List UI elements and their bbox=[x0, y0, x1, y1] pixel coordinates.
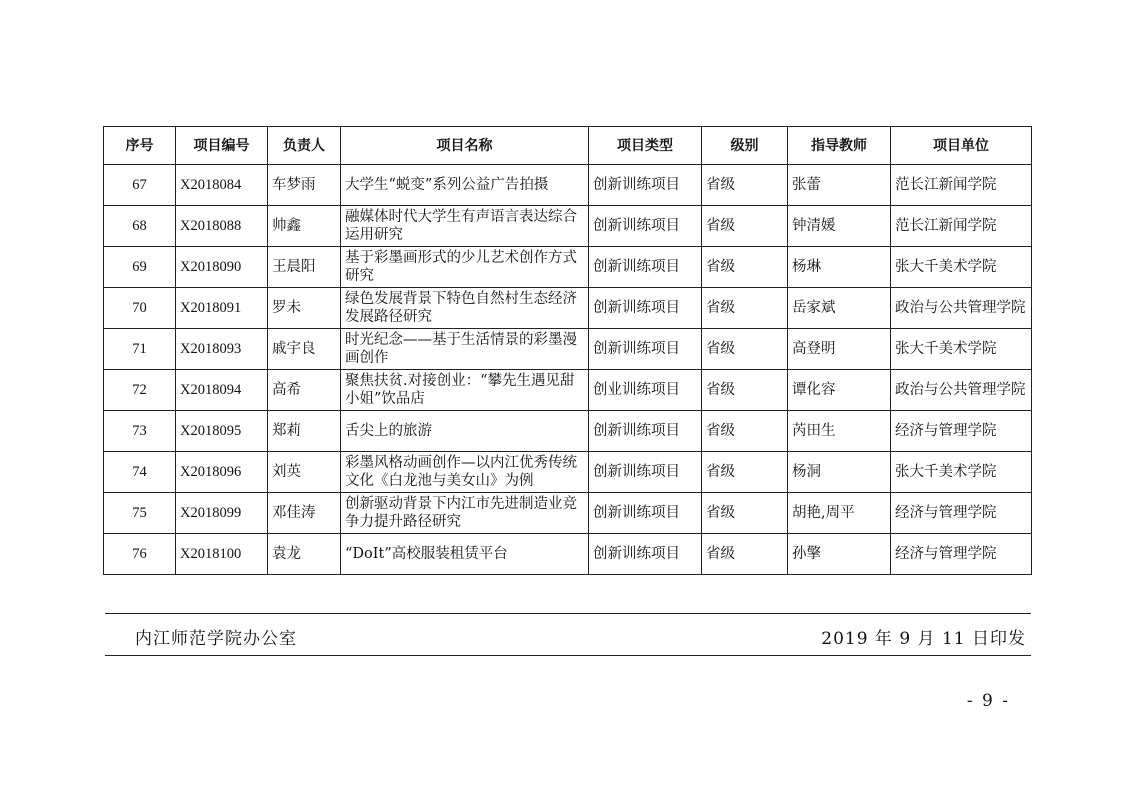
cell-advisor: 胡艳,周平 bbox=[788, 493, 891, 534]
cell-code: X2018084 bbox=[176, 165, 268, 206]
cell-advisor: 杨洞 bbox=[788, 452, 891, 493]
cell-no: 76 bbox=[104, 534, 176, 575]
page-number: - 9 - bbox=[966, 691, 1010, 711]
cell-code: X2018094 bbox=[176, 370, 268, 411]
cell-no: 69 bbox=[104, 247, 176, 288]
cell-code: X2018096 bbox=[176, 452, 268, 493]
cell-level: 省级 bbox=[702, 370, 788, 411]
cell-type: 创业训练项目 bbox=[589, 370, 702, 411]
cell-leader: 车梦雨 bbox=[268, 165, 341, 206]
cell-advisor: 芮田生 bbox=[788, 411, 891, 452]
cell-code: X2018099 bbox=[176, 493, 268, 534]
cell-unit: 经济与管理学院 bbox=[891, 411, 1032, 452]
cell-advisor: 岳家斌 bbox=[788, 288, 891, 329]
cell-type: 创新训练项目 bbox=[589, 165, 702, 206]
cell-level: 省级 bbox=[702, 247, 788, 288]
footer-bottom-rule bbox=[105, 655, 1031, 656]
cell-advisor: 张蕾 bbox=[788, 165, 891, 206]
cell-no: 70 bbox=[104, 288, 176, 329]
cell-no: 68 bbox=[104, 206, 176, 247]
cell-leader: 王晨阳 bbox=[268, 247, 341, 288]
cell-advisor: 杨琳 bbox=[788, 247, 891, 288]
cell-level: 省级 bbox=[702, 534, 788, 575]
cell-project-name: 大学生“蜕变”系列公益广告拍摄 bbox=[341, 165, 589, 206]
table-row bbox=[104, 452, 1032, 493]
cell-unit: 经济与管理学院 bbox=[891, 534, 1032, 575]
cell-leader: 帅鑫 bbox=[268, 206, 341, 247]
cell-leader: 高希 bbox=[268, 370, 341, 411]
cell-no: 74 bbox=[104, 452, 176, 493]
cell-unit: 经济与管理学院 bbox=[891, 493, 1032, 534]
cell-advisor: 谭化容 bbox=[788, 370, 891, 411]
cell-leader: 刘英 bbox=[268, 452, 341, 493]
cell-unit: 范长江新闻学院 bbox=[891, 165, 1032, 206]
cell-type: 创新训练项目 bbox=[589, 534, 702, 575]
projects-table bbox=[103, 126, 1032, 575]
cell-leader: 袁龙 bbox=[268, 534, 341, 575]
cell-project-name: 创新驱动背景下内江市先进制造业竞争力提升路径研究 bbox=[341, 493, 589, 534]
cell-level: 省级 bbox=[702, 329, 788, 370]
header-cell: 指导教师 bbox=[788, 127, 891, 165]
cell-level: 省级 bbox=[702, 288, 788, 329]
cell-level: 省级 bbox=[702, 411, 788, 452]
table-row bbox=[104, 329, 1032, 370]
cell-unit: 政治与公共管理学院 bbox=[891, 288, 1032, 329]
cell-advisor: 孙擎 bbox=[788, 534, 891, 575]
cell-code: X2018090 bbox=[176, 247, 268, 288]
header-cell: 项目名称 bbox=[341, 127, 589, 165]
table-row bbox=[104, 288, 1032, 329]
header-cell: 负责人 bbox=[268, 127, 341, 165]
footer-issuer: 内江师范学院办公室 bbox=[135, 629, 297, 649]
cell-leader: 邓佳涛 bbox=[268, 493, 341, 534]
header-cell: 项目编号 bbox=[176, 127, 268, 165]
cell-unit: 张大千美术学院 bbox=[891, 452, 1032, 493]
cell-project-name: 基于彩墨画形式的少儿艺术创作方式研究 bbox=[341, 247, 589, 288]
cell-type: 创新训练项目 bbox=[589, 329, 702, 370]
cell-project-name: 舌尖上的旅游 bbox=[341, 411, 589, 452]
header-cell: 项目类型 bbox=[589, 127, 702, 165]
cell-type: 创新训练项目 bbox=[589, 288, 702, 329]
cell-type: 创新训练项目 bbox=[589, 411, 702, 452]
cell-type: 创新训练项目 bbox=[589, 452, 702, 493]
cell-project-name: 融媒体时代大学生有声语言表达综合运用研究 bbox=[341, 206, 589, 247]
cell-level: 省级 bbox=[702, 493, 788, 534]
cell-code: X2018100 bbox=[176, 534, 268, 575]
table-body bbox=[104, 165, 1032, 575]
cell-advisor: 高登明 bbox=[788, 329, 891, 370]
cell-unit: 政治与公共管理学院 bbox=[891, 370, 1032, 411]
header-cell: 级别 bbox=[702, 127, 788, 165]
table-row bbox=[104, 165, 1032, 206]
table-row bbox=[104, 247, 1032, 288]
cell-project-name: 时光纪念——基于生活情景的彩墨漫画创作 bbox=[341, 329, 589, 370]
cell-level: 省级 bbox=[702, 206, 788, 247]
cell-leader: 戚宇良 bbox=[268, 329, 341, 370]
cell-project-name: 聚焦扶贫.对接创业：“攀先生遇见甜小姐”饮品店 bbox=[341, 370, 589, 411]
cell-leader: 罗未 bbox=[268, 288, 341, 329]
cell-level: 省级 bbox=[702, 452, 788, 493]
table-row bbox=[104, 493, 1032, 534]
cell-code: X2018093 bbox=[176, 329, 268, 370]
table-row bbox=[104, 411, 1032, 452]
footer-print-date: 2019 年 9 月 11 日印发 bbox=[821, 629, 1026, 649]
cell-no: 67 bbox=[104, 165, 176, 206]
cell-project-name: 绿色发展背景下特色自然村生态经济发展路径研究 bbox=[341, 288, 589, 329]
cell-code: X2018091 bbox=[176, 288, 268, 329]
cell-no: 71 bbox=[104, 329, 176, 370]
table-row bbox=[104, 370, 1032, 411]
table-header-row bbox=[104, 127, 1032, 165]
cell-type: 创新训练项目 bbox=[589, 206, 702, 247]
header-cell: 序号 bbox=[104, 127, 176, 165]
cell-type: 创新训练项目 bbox=[589, 247, 702, 288]
cell-no: 73 bbox=[104, 411, 176, 452]
cell-unit: 张大千美术学院 bbox=[891, 247, 1032, 288]
cell-no: 72 bbox=[104, 370, 176, 411]
cell-unit: 张大千美术学院 bbox=[891, 329, 1032, 370]
header-cell: 项目单位 bbox=[891, 127, 1032, 165]
footer-top-rule bbox=[105, 613, 1031, 614]
cell-no: 75 bbox=[104, 493, 176, 534]
cell-project-name: 彩墨风格动画创作—以内江优秀传统文化《白龙池与美女山》为例 bbox=[341, 452, 589, 493]
cell-advisor: 钟清媛 bbox=[788, 206, 891, 247]
cell-code: X2018095 bbox=[176, 411, 268, 452]
cell-code: X2018088 bbox=[176, 206, 268, 247]
cell-project-name: “DoIt”高校服装租赁平台 bbox=[341, 534, 589, 575]
cell-leader: 郑莉 bbox=[268, 411, 341, 452]
table-row bbox=[104, 206, 1032, 247]
cell-type: 创新训练项目 bbox=[589, 493, 702, 534]
cell-unit: 范长江新闻学院 bbox=[891, 206, 1032, 247]
cell-level: 省级 bbox=[702, 165, 788, 206]
table-row bbox=[104, 534, 1032, 575]
